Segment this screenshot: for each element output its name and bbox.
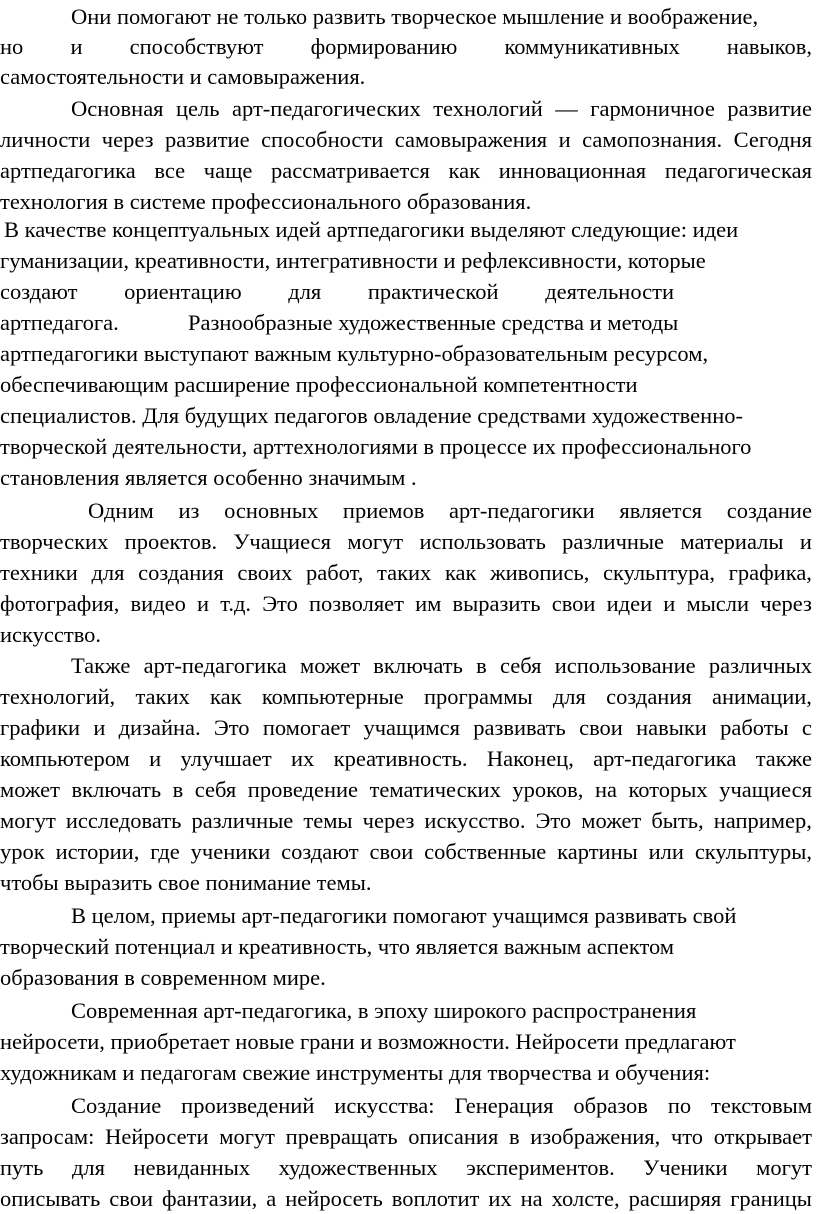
text-line — [71, 651, 812, 681]
word: различные — [191, 808, 294, 833]
word: скульптуры, — [694, 839, 812, 864]
word: различных — [708, 653, 812, 678]
word: им — [415, 591, 442, 616]
word: могут — [0, 808, 56, 833]
word: открывает — [713, 1124, 812, 1149]
word: Создание — [71, 1093, 162, 1118]
word: анимации, — [712, 684, 812, 709]
text-line — [88, 496, 812, 526]
word: таких — [376, 560, 432, 585]
text-line: обеспечивающим расширение профессиональной компетентности — [0, 372, 638, 397]
text-line: чтобы выразить свое понимание темы. — [0, 870, 372, 895]
word: арт-педагогика — [593, 746, 737, 771]
word: из — [178, 498, 200, 523]
word: арт-педагогических — [232, 96, 421, 121]
word: и — [93, 715, 106, 740]
word: Одним — [88, 498, 154, 523]
text-line — [0, 527, 812, 557]
text-line — [71, 94, 812, 124]
word: позволяет — [308, 591, 404, 616]
word: для — [288, 279, 322, 304]
text-line — [0, 277, 674, 307]
word: работы — [720, 715, 789, 740]
word: может — [581, 808, 642, 833]
text-line — [0, 1184, 812, 1214]
word: урок — [0, 839, 45, 864]
word: приемов — [342, 498, 425, 523]
word: по — [667, 1093, 692, 1118]
word: и — [558, 127, 571, 152]
word: техники — [0, 560, 78, 585]
text-line — [0, 125, 812, 155]
word: помогает — [262, 715, 351, 740]
word: создают — [281, 839, 359, 864]
word: себя — [194, 777, 237, 802]
word: способности — [261, 127, 384, 152]
word: темы — [303, 808, 353, 833]
word: компьютером — [0, 746, 130, 771]
word: способствуют — [129, 34, 264, 59]
word: навыков, — [726, 34, 812, 59]
word: может — [0, 777, 60, 802]
word: таких — [135, 684, 190, 709]
word: проведение — [247, 777, 359, 802]
word: могут — [219, 1124, 276, 1149]
word: фантазии, — [161, 1186, 258, 1211]
text-line: гуманизации, креативности, интегративности и рефлексивности, которые — [0, 248, 706, 273]
word: технологий — [433, 96, 543, 121]
word: Нейросети — [105, 1124, 209, 1149]
word: Также — [71, 653, 131, 678]
word: фотография, — [0, 591, 120, 616]
word: Это — [535, 808, 572, 833]
text-line: творческой деятельности, арттехнологиями в процессе их профессионального — [0, 434, 752, 459]
word: быть, — [651, 808, 704, 833]
word: исследовать — [65, 808, 182, 833]
word: через — [760, 591, 812, 616]
word: и — [149, 746, 162, 771]
word: чаще — [203, 158, 253, 183]
word: описания — [408, 1124, 499, 1149]
word: все — [154, 158, 186, 183]
word: в — [476, 653, 487, 678]
word: учащимся — [363, 715, 460, 740]
word: создания — [606, 684, 692, 709]
word: работ, — [305, 560, 364, 585]
word: является — [619, 498, 703, 523]
text-line — [0, 156, 812, 186]
text-line: нейросети, приобретает новые грани и возможности. Нейросети предлагают — [0, 1029, 736, 1054]
word: Основная — [71, 96, 164, 121]
word: и — [197, 591, 210, 616]
word: себя — [499, 653, 542, 678]
text-line: специалистов. Для будущих педагогов овладение средствами художественно- — [0, 403, 743, 428]
word: живопись, — [490, 560, 590, 585]
word: свои — [551, 591, 596, 616]
text-line: В качестве концептуальных идей артпедагогики выделяют следующие: идеи — [4, 217, 739, 242]
word: учащиеся — [719, 777, 812, 802]
text-line: Разнообразные художественные средства и методы — [188, 310, 679, 335]
word: с — [801, 715, 812, 740]
word: в — [172, 777, 184, 802]
word: практической — [367, 279, 499, 304]
word: произведений — [181, 1093, 315, 1118]
text-line — [0, 713, 812, 743]
word: видео — [130, 591, 186, 616]
text-line — [0, 806, 812, 836]
text-line — [0, 682, 812, 712]
word: Наконец, — [486, 746, 574, 771]
word: личности — [0, 127, 91, 152]
word: идеи — [606, 591, 653, 616]
word: артпедагогика — [0, 158, 136, 183]
word: собственные — [424, 839, 547, 864]
word: самопознания. — [582, 127, 723, 152]
text-line — [0, 1122, 812, 1152]
text-line — [0, 32, 812, 62]
word: а — [266, 1186, 277, 1211]
word: Это — [262, 591, 298, 616]
word: развивать — [473, 715, 566, 740]
word: педагогическая — [664, 158, 812, 183]
word: мысли — [686, 591, 750, 616]
word: выразить — [452, 591, 541, 616]
text-line: искусство. — [0, 622, 102, 647]
word: создание — [726, 498, 812, 523]
word: описывать — [0, 1186, 101, 1211]
word: свои — [579, 715, 623, 740]
word: для — [552, 684, 586, 709]
word: текстовым — [711, 1093, 812, 1118]
word: истории, — [55, 839, 140, 864]
word: графика, — [728, 560, 812, 585]
word: включать — [373, 653, 463, 678]
word: их — [291, 746, 315, 771]
text-line — [71, 1091, 812, 1121]
word: нейросеть — [285, 1186, 383, 1211]
word: инновационная — [498, 158, 647, 183]
word: искусство. — [424, 808, 526, 833]
word: — — [555, 96, 578, 121]
text-line: технология в системе профессионального образования. — [0, 189, 532, 214]
word: самовыражения — [394, 127, 548, 152]
word: формированию — [310, 34, 458, 59]
word: где — [150, 839, 180, 864]
word: включать — [71, 777, 162, 802]
word: запросам: — [0, 1124, 95, 1149]
word: свои — [109, 1186, 153, 1211]
word: для — [91, 560, 125, 585]
word: также — [755, 746, 812, 771]
word: т.д. — [220, 591, 252, 616]
word: различные — [562, 529, 665, 554]
word: что — [670, 1124, 704, 1149]
word: деятельности — [545, 279, 674, 304]
word: основных — [224, 498, 319, 523]
word: использовать — [419, 529, 546, 554]
word: арт-педагогики — [449, 498, 595, 523]
word: создания — [138, 560, 224, 585]
text-line: Они помогают не только развить творческое мышление и воображение, — [71, 4, 759, 29]
word: расширяя — [628, 1186, 722, 1211]
word: своих — [237, 560, 293, 585]
word: через — [101, 127, 154, 152]
word: Учащиеся — [233, 529, 331, 554]
text-line — [0, 744, 812, 774]
word: как — [448, 158, 481, 183]
word: художественных — [278, 1155, 438, 1180]
word: Ученики — [643, 1155, 728, 1180]
word: превращать — [285, 1124, 398, 1149]
word: свои — [369, 839, 414, 864]
word: картины — [557, 839, 638, 864]
word: создают — [0, 279, 78, 304]
word: использование — [554, 653, 696, 678]
word: креативность. — [333, 746, 468, 771]
word: может — [300, 653, 361, 678]
word: Генерация — [454, 1093, 554, 1118]
word: тематических — [369, 777, 501, 802]
word: рассматривается — [271, 158, 430, 183]
word: экспериментов. — [466, 1155, 615, 1180]
text-line — [0, 558, 812, 588]
text-line: самостоятельности и самовыражения. — [0, 64, 366, 89]
word: проектов. — [124, 529, 218, 554]
word: развитие — [164, 127, 250, 152]
word: творческих — [0, 529, 109, 554]
word: коммуникативных — [504, 34, 680, 59]
word: дизайна. — [118, 715, 201, 740]
word: путь — [0, 1155, 44, 1180]
word: графики — [0, 715, 81, 740]
word: невиданных — [133, 1155, 251, 1180]
word: развитие — [727, 96, 812, 121]
word: гармоничное — [590, 96, 715, 121]
word: материалы — [680, 529, 784, 554]
word: уроков, — [512, 777, 584, 802]
word: на — [520, 1186, 543, 1211]
text-line: художникам и педагогам свежие инструменты для творчества и обучения: — [0, 1060, 711, 1085]
word: ориентацию — [124, 279, 242, 304]
word: цель — [176, 96, 220, 121]
text-line: артпедагогики выступают важным культурно-образовательным ресурсом, — [0, 341, 709, 366]
word: и — [663, 591, 676, 616]
word: и — [70, 34, 83, 59]
word: программы — [423, 684, 533, 709]
word: арт-педагогика — [143, 653, 287, 678]
word: например, — [713, 808, 812, 833]
word: как — [444, 560, 477, 585]
text-line — [0, 1153, 812, 1183]
word: скульптура, — [602, 560, 716, 585]
word: как — [210, 684, 242, 709]
word: ученики — [190, 839, 271, 864]
text-line: образования в современном мире. — [0, 965, 326, 990]
word: Это — [213, 715, 250, 740]
word: навыки — [636, 715, 707, 740]
word: воплотит — [391, 1186, 480, 1211]
text-line: становления является особенно значимым . — [0, 465, 417, 490]
word: для — [71, 1155, 105, 1180]
word: компьютерные — [261, 684, 404, 709]
text-line — [0, 837, 812, 867]
word: границы — [730, 1186, 812, 1211]
text-line: артпедагога. — [0, 310, 119, 335]
word: образов — [573, 1093, 648, 1118]
word: холсте, — [551, 1186, 620, 1211]
word: и — [799, 529, 812, 554]
word: в — [508, 1124, 520, 1149]
word: улучшает — [180, 746, 272, 771]
word: изображения, — [530, 1124, 661, 1149]
word: через — [362, 808, 415, 833]
word: Сегодня — [733, 127, 812, 152]
word: могут — [347, 529, 404, 554]
word: технологий, — [0, 684, 116, 709]
text-line — [0, 775, 812, 805]
word: на — [594, 777, 617, 802]
word: их — [488, 1186, 512, 1211]
text-line: творческий потенциал и креативность, что является важным аспектом — [0, 934, 675, 959]
word: или — [648, 839, 684, 864]
word: могут — [756, 1155, 812, 1180]
text-line: Современная арт-педагогика, в эпоху широкого распространения — [71, 998, 697, 1023]
word: но — [0, 34, 24, 59]
text-line — [0, 589, 812, 619]
word: которых — [628, 777, 708, 802]
word: искусства: — [334, 1093, 435, 1118]
text-line: В целом, приемы арт-педагогики помогают учащимся развивать свой — [71, 903, 737, 928]
